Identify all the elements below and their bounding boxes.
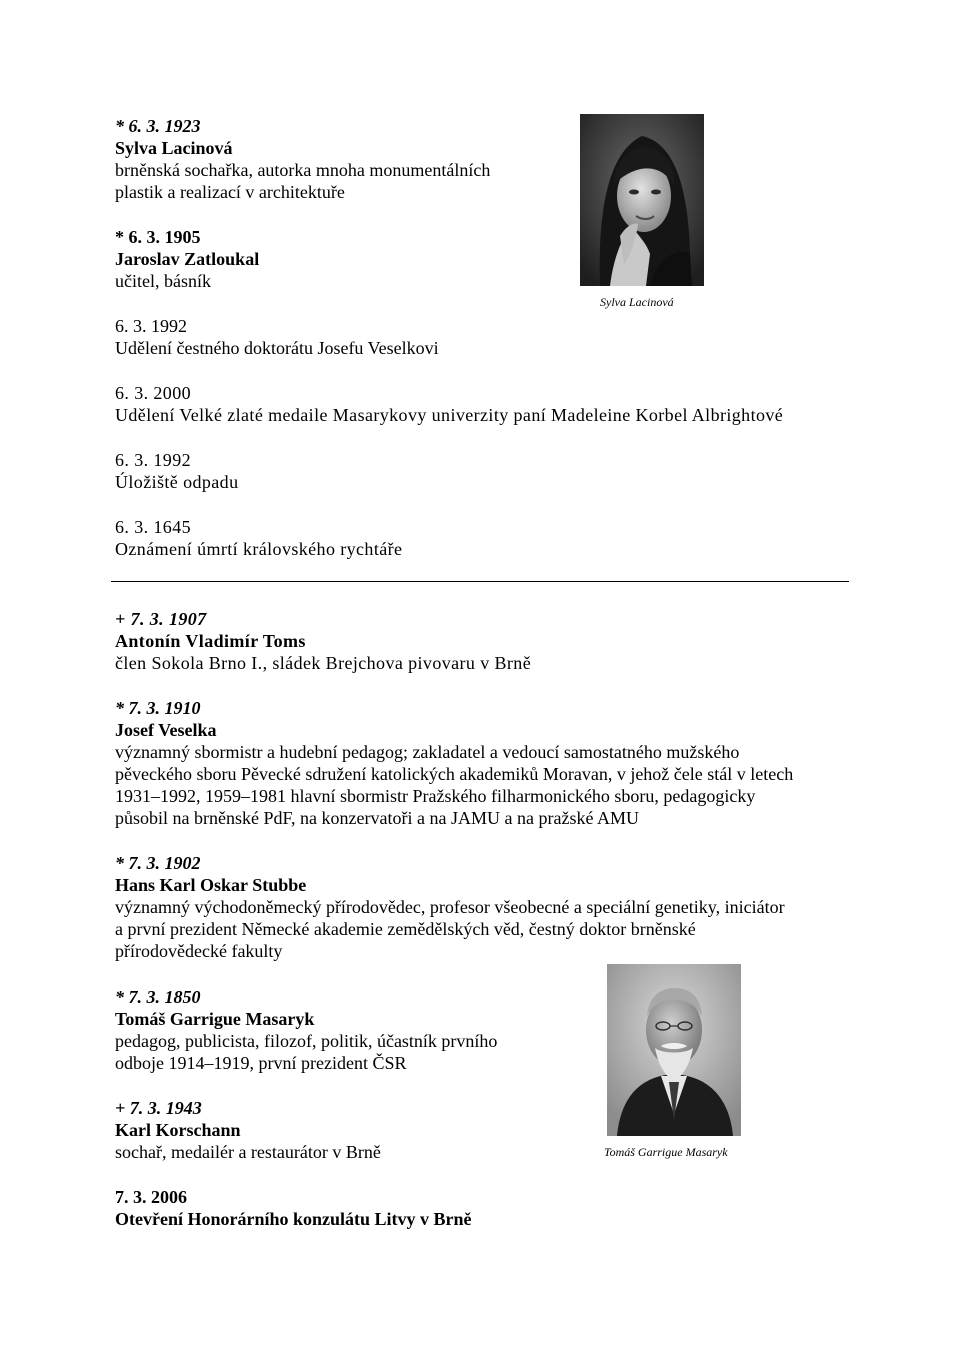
entry-jaroslav-zatloukal <box>115 226 259 292</box>
portrait-image <box>607 964 741 1136</box>
entry-name: Udělení Velké zlaté medaile Masarykovy univerzity paní Madeleine Korbel Albrightové <box>115 405 784 425</box>
entry-date: 6. 3. 1992 <box>115 450 191 470</box>
entry-honorary-doctorate <box>115 315 439 359</box>
entry-hans-karl-oskar-stubbe <box>115 852 785 962</box>
entry-name: Tomáš Garrigue Masaryk <box>115 1009 315 1029</box>
entry-date: 7. 3. 2006 <box>115 1187 187 1207</box>
entry-name: Josef Veselka <box>115 720 217 740</box>
entry-josef-veselka <box>115 697 793 829</box>
photo-caption: Sylva Lacinová <box>600 295 674 309</box>
portrait-photo-sylva-lacinova <box>580 114 704 286</box>
entry-tomas-garrigue-masaryk <box>115 986 497 1074</box>
entry-antonin-vladimir-toms <box>115 608 531 674</box>
entry-date: 6. 3. 1645 <box>115 517 191 537</box>
entry-name: Udělení čestného doktorátu Josefu Veselkovi <box>115 338 439 358</box>
entry-waste-storage <box>115 449 238 493</box>
entry-description-line: pedagog, publicista, filozof, politik, účastník prvního <box>115 1031 498 1051</box>
entry-date: 6. 3. 1992 <box>115 316 187 336</box>
entry-karl-korschann <box>115 1097 381 1163</box>
portrait-image <box>580 114 704 286</box>
entry-description-line: 1931–1992, 1959–1981 hlavní sbormistr Pražského filharmonického sboru, pedagogicky <box>115 786 756 806</box>
entry-death-notice <box>115 516 402 560</box>
entry-sylva-lacinova <box>115 115 490 203</box>
entry-gold-medal <box>115 382 783 426</box>
portrait-photo-tomas-garrigue-masaryk <box>607 964 741 1136</box>
entry-description-line: působil na brněnské PdF, na konzervatoři a na JAMU a na pražské AMU <box>115 808 639 828</box>
entry-name: Jaroslav Zatloukal <box>115 249 260 269</box>
entry-description-line: člen Sokola Brno I., sládek Brejchova pivovaru v Brně <box>115 653 532 673</box>
entry-name: Sylva Lacinová <box>115 138 233 158</box>
entry-description-line: pěveckého sboru Pěvecké sdružení katolických akademiků Moravan, v jehož čele stál v letech <box>115 764 794 784</box>
entry-date: * 6. 3. 1905 <box>115 227 201 247</box>
entry-description-line: brněnská sochařka, autorka mnoha monumentálních <box>115 160 491 180</box>
entry-name: Otevření Honorárního konzulátu Litvy v Brně <box>115 1209 472 1229</box>
entry-name: Úložiště odpadu <box>115 472 239 492</box>
entry-date: * 7. 3. 1850 <box>115 987 201 1007</box>
entry-description-line: a první prezident Německé akademie zemědělských věd, čestný doktor brněnské <box>115 919 696 939</box>
entry-description-line: plastik a realizací v architektuře <box>115 182 345 202</box>
entry-date: * 7. 3. 1910 <box>115 698 201 718</box>
entry-name: Hans Karl Oskar Stubbe <box>115 875 307 895</box>
entry-date: * 6. 3. 1923 <box>115 116 201 136</box>
photo-caption: Tomáš Garrigue Masaryk <box>604 1145 728 1159</box>
entry-date: * 7. 3. 1902 <box>115 853 201 873</box>
entry-description-line: významný sbormistr a hudební pedagog; zakladatel a vedoucí samostatného mužského <box>115 742 740 762</box>
entry-name: Oznámení úmrtí královského rychtáře <box>115 539 403 559</box>
entry-description-line: učitel, básník <box>115 271 211 291</box>
section-divider <box>111 581 849 582</box>
entry-date: + 7. 3. 1907 <box>115 609 207 629</box>
entry-lithuanian-consulate <box>115 1186 472 1230</box>
entry-description-line: přírodovědecké fakulty <box>115 941 283 961</box>
entry-description-line: odboje 1914–1919, první prezident ČSR <box>115 1053 407 1073</box>
entry-date: + 7. 3. 1943 <box>115 1098 202 1118</box>
entry-name: Karl Korschann <box>115 1120 241 1140</box>
entry-date: 6. 3. 2000 <box>115 383 191 403</box>
entry-description-line: sochař, medailér a restaurátor v Brně <box>115 1142 381 1162</box>
entry-description-line: významný východoněmecký přírodovědec, profesor všeobecné a speciální genetiky, iniciátor <box>115 897 785 917</box>
entry-name: Antonín Vladimír Toms <box>115 631 306 651</box>
